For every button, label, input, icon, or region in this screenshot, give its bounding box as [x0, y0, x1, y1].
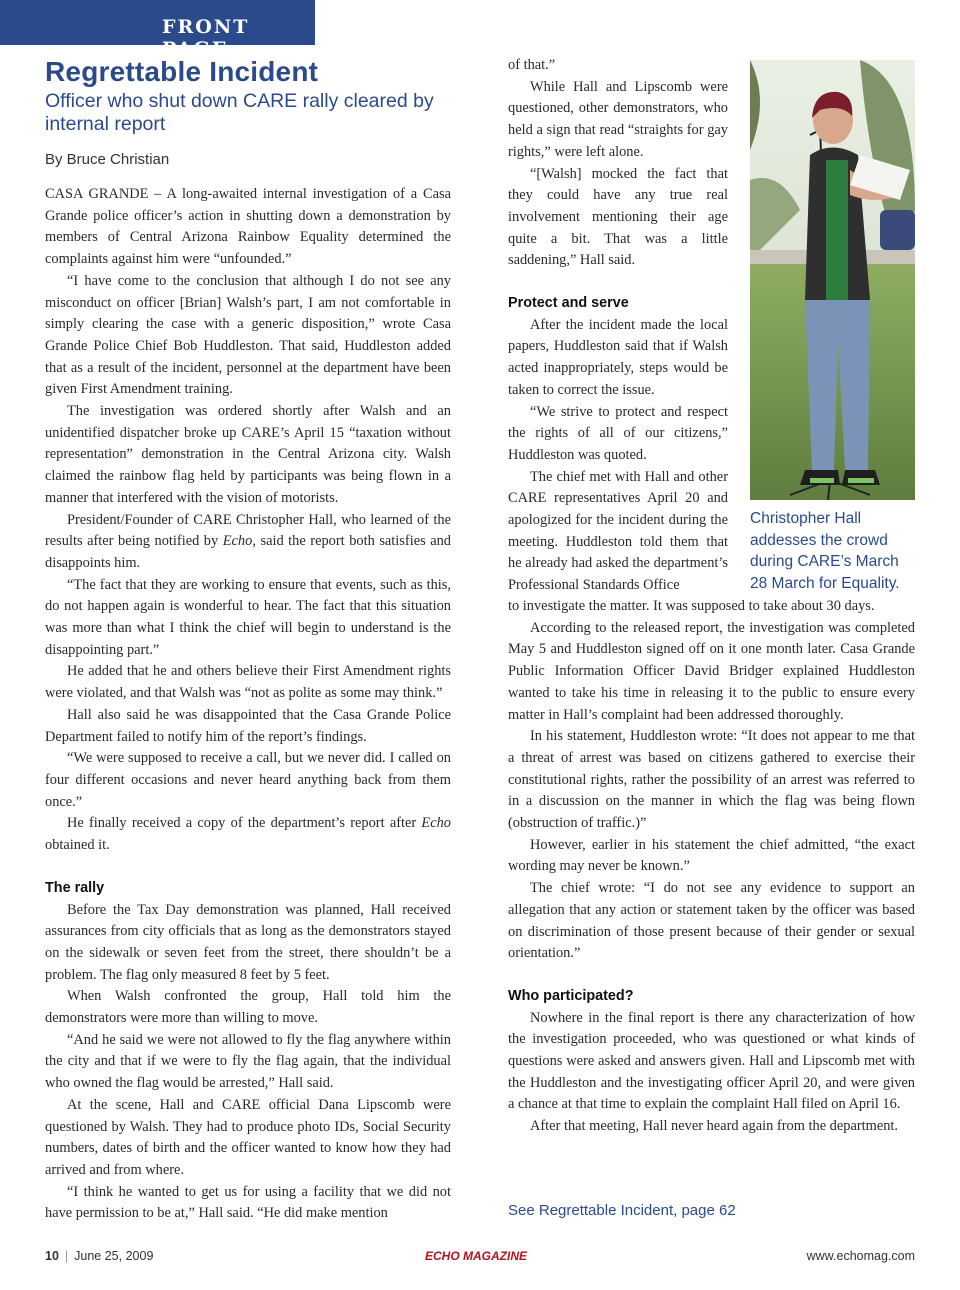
paragraph: After that meeting, Hall never heard again from the department.	[530, 1118, 899, 1135]
paragraph: At the scene, Hall and CARE official Dana Lipscomb were questioned by Walsh. They had to produce photo IDs, Social Security numbers, dates of birth and the officer wanted to know how they had arrived and from where.	[45, 1096, 451, 1178]
subsection-heading-protect: Protect and serve	[508, 295, 629, 312]
paragraph: “[Walsh] mocked the fact that they could have any true real involvement mentioning their age quite a bit. That was a little saddening,” Hall said.	[508, 165, 728, 269]
subsection-heading-who: Who participated?	[508, 987, 634, 1004]
paragraph: Before the Tax Day demonstration was planned, Hall received assurances from city officials that as long as the demonstrators stayed on the sidewalk or seven feet from the street, there shouldn’t be a problem. The flag only measured 8 feet by 5 feet.	[45, 901, 451, 983]
headline: Regrettable Incident	[45, 56, 319, 87]
section-tab	[0, 0, 315, 60]
photo-caption: Christopher Hall addesses the crowd during CARE’s March 28 March for Equality.	[750, 510, 900, 593]
continued-link: See Regrettable Incident, page 62	[508, 1202, 736, 1219]
paragraph: The investigation was ordered shortly after Walsh and an unidentified dispatcher broke up CARE’s April 15 “taxation without representation” demonstration in the Central Arizona city. Walsh claimed the rainbow flag held by participants was being flown in a manner that interfered with the vision of motorists.	[45, 403, 451, 506]
paragraph: While Hall and Lipscomb were questioned, other demonstrators, who held a sign that read “straights for gay rights,” were left alone.	[508, 78, 728, 160]
paragraph: to investigate the matter. It was supposed to take about 30 days.	[508, 598, 875, 614]
paragraph: CASA GRANDE – A long-awaited internal investigation of a Casa Grande police officer’s action in shutting down a demonstration by members of Central Arizona Rainbow Equality determined the complaints against him were “unfounded.”	[45, 186, 451, 268]
footer-separator: |	[64, 1249, 69, 1263]
website-url: www.echomag.com	[806, 1249, 915, 1263]
paragraph: He added that he and others believe their First Amendment rights were violated, and that Walsh was “not as polite as some may think.”	[45, 663, 451, 702]
paragraph: He finally received a copy of the department’s report after Echo obtained it.	[45, 815, 451, 854]
magazine-name: ECHO MAGAZINE	[425, 1249, 527, 1263]
paragraph: “I think he wanted to get us for using a facility that we did not have permission to be at,” Hall said. “He did make mention	[45, 1183, 451, 1222]
paragraph: In his statement, Huddleston wrote: “It does not appear to me that a threat of arrest was based on citizens gathered to exercise their constitutional rights, rather the possibility of an arrest was referred to in a discussion on the manner in which the flag was being flown (obstruction of traffic.)”	[508, 728, 915, 832]
photo-christopher-hall	[750, 60, 915, 500]
subsection-heading-rally: The rally	[45, 879, 105, 896]
footer-page-info	[45, 1249, 153, 1263]
paragraph: When Walsh confronted the group, Hall told him the demonstrators were more than willing to move.	[45, 988, 451, 1027]
page-number: 10	[45, 1249, 59, 1263]
photo-illustration	[750, 60, 915, 500]
paragraph: President/Founder of CARE Christopher Hall, who learned of the results after being notified by Echo, said the report both satisfies and disappoints him.	[45, 511, 452, 571]
article-column-right-top	[508, 55, 728, 597]
paragraph: of that.”	[508, 57, 556, 73]
paragraph: “The fact that they are working to ensure that events, such as this, do not happen again is wonderful to hear. The fact that this situation was more than what I think the chief will begin to understand is the disappointing part.”	[45, 576, 451, 658]
paragraph: Hall also said he was disappointed that the Casa Grande Police Department failed to notify him of the report’s findings.	[45, 706, 451, 745]
paragraph: “And he said we were not allowed to fly the flag anywhere within the city and that if we were to fly the flag again, that the individual who owned the flag would be arrested,” Hall said.	[45, 1031, 451, 1092]
article-column-right-bottom	[508, 596, 915, 1138]
paragraph: The chief met with Hall and other CARE representatives April 20 and apologized for the incident during the meeting. Huddleston told them that he already had asked the department’s Professional Standards Office	[508, 468, 728, 594]
issue-date: June 25, 2009	[74, 1249, 154, 1263]
paragraph: According to the released report, the investigation was completed May 5 and Huddleston signed off on it one month later. Casa Grande Public Information Officer David Bridger explained Huddleston wanted to take his time in releasing it to the public to ensure every matter in Hall’s complaint had been addressed thoroughly.	[508, 619, 915, 723]
byline: By Bruce Christian	[45, 151, 170, 168]
section-label: FRONT PAGE	[162, 16, 250, 60]
paragraph: However, earlier in his statement the chief admitted, “the exact wording may never be known.”	[508, 836, 915, 875]
subhead: Officer who shut down CARE rally cleared by internal report	[45, 90, 434, 135]
paragraph: The chief wrote: “I do not see any evidence to support an allegation that any action or statement taken by the officer was based on discrimination of those present because of their gender or sexual orientation.”	[508, 880, 915, 962]
paragraph: “We were supposed to receive a call, but we never did. I called on four different occasions and never heard anything back from them once.”	[45, 750, 451, 810]
paragraph: Nowhere in the final report is there any characterization of how the investigation proceeded, who was questioned or what kinds of questions were asked and answers given. Hall and Lipscomb met with the Huddleston and the investigating officer April 20, and were given a chance at that time to explain the complaint Hall filed on April 16.	[508, 1009, 915, 1113]
paragraph: “We strive to protect and respect the rights of all of our citizens,” Huddleston was quoted.	[508, 403, 728, 463]
paragraph: After the incident made the local papers, Huddleston said that if Walsh acted inappropriately, steps would be taken to correct the issue.	[508, 316, 728, 398]
paragraph: “I have come to the conclusion that although I do not see any misconduct on officer [Brian] Walsh’s part, I am not comfortable in simply clearing the case with a generic disposition,” wrote Casa Grande Police Chief Bob Huddleston. That said, Huddleston added that as a result of the incident, personnel at the department have been given First Amendment training.	[45, 272, 451, 398]
article-column-left	[45, 184, 451, 1225]
